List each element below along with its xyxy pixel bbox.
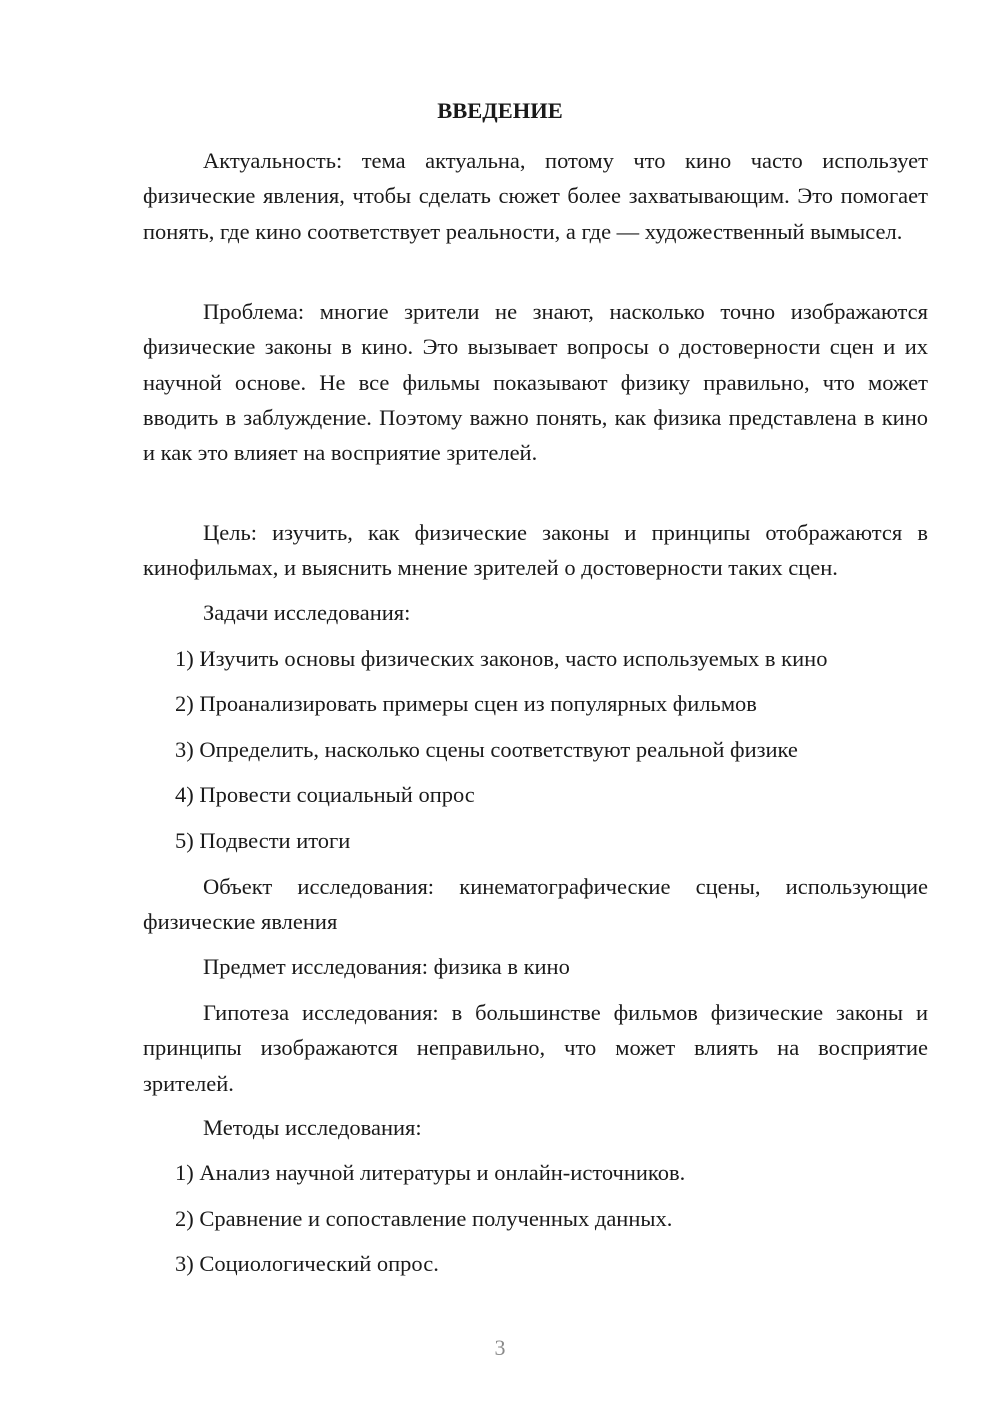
- hypothesis-paragraph: Гипотеза исследования: в большинстве фильмов физические законы и принципы изображаются неправильно, что может влиять на восприятие зрителей.: [143, 1000, 928, 1096]
- task-item-5: 5) Подвести итоги: [175, 828, 351, 853]
- task-item-4: 4) Провести социальный опрос: [175, 782, 475, 807]
- task-item-2: 2) Проанализировать примеры сцен из популярных фильмов: [175, 691, 757, 716]
- task-item-3: 3) Определить, насколько сцены соответствуют реальной физике: [175, 737, 798, 762]
- problem-paragraph: Проблема: многие зрители не знают, насколько точно изображаются физические законы в кино. Это вызывает вопросы о достоверности сцен и их научной основе. Не все фильмы показывают физику правильно, что может вводить в заблуждение. Поэтому важно понять, как физика представлена в кино и как это влияет на восприятие зрителей.: [143, 299, 928, 466]
- tasks-heading: Задачи исследования:: [203, 600, 411, 625]
- object-paragraph: Объект исследования: кинематографические сцены, использующие физические явления: [143, 874, 928, 935]
- task-item-1: 1) Изучить основы физических законов, часто используемых в кино: [175, 646, 828, 671]
- goal-paragraph: Цель: изучить, как физические законы и принципы отображаются в кинофильмах, и выяснить мнение зрителей о достоверности таких сцен.: [143, 520, 928, 581]
- method-item-2: 2) Сравнение и сопоставление полученных данных.: [175, 1206, 673, 1231]
- subject-line: Предмет исследования: физика в кино: [203, 954, 570, 979]
- methods-heading: Методы исследования:: [203, 1115, 422, 1140]
- relevance-paragraph: Актуальность: тема актуальна, потому что кино часто использует физические явления, чтобы сделать сюжет более захватывающим. Это помогает понять, где кино соответствует реальности, а где — художественный вымысел.: [143, 148, 928, 244]
- page-title: ВВЕДЕНИЕ: [437, 98, 563, 123]
- page-number: 3: [494, 1335, 506, 1360]
- method-item-1: 1) Анализ научной литературы и онлайн-источников.: [175, 1160, 686, 1185]
- method-item-3: 3) Социологический опрос.: [175, 1251, 439, 1276]
